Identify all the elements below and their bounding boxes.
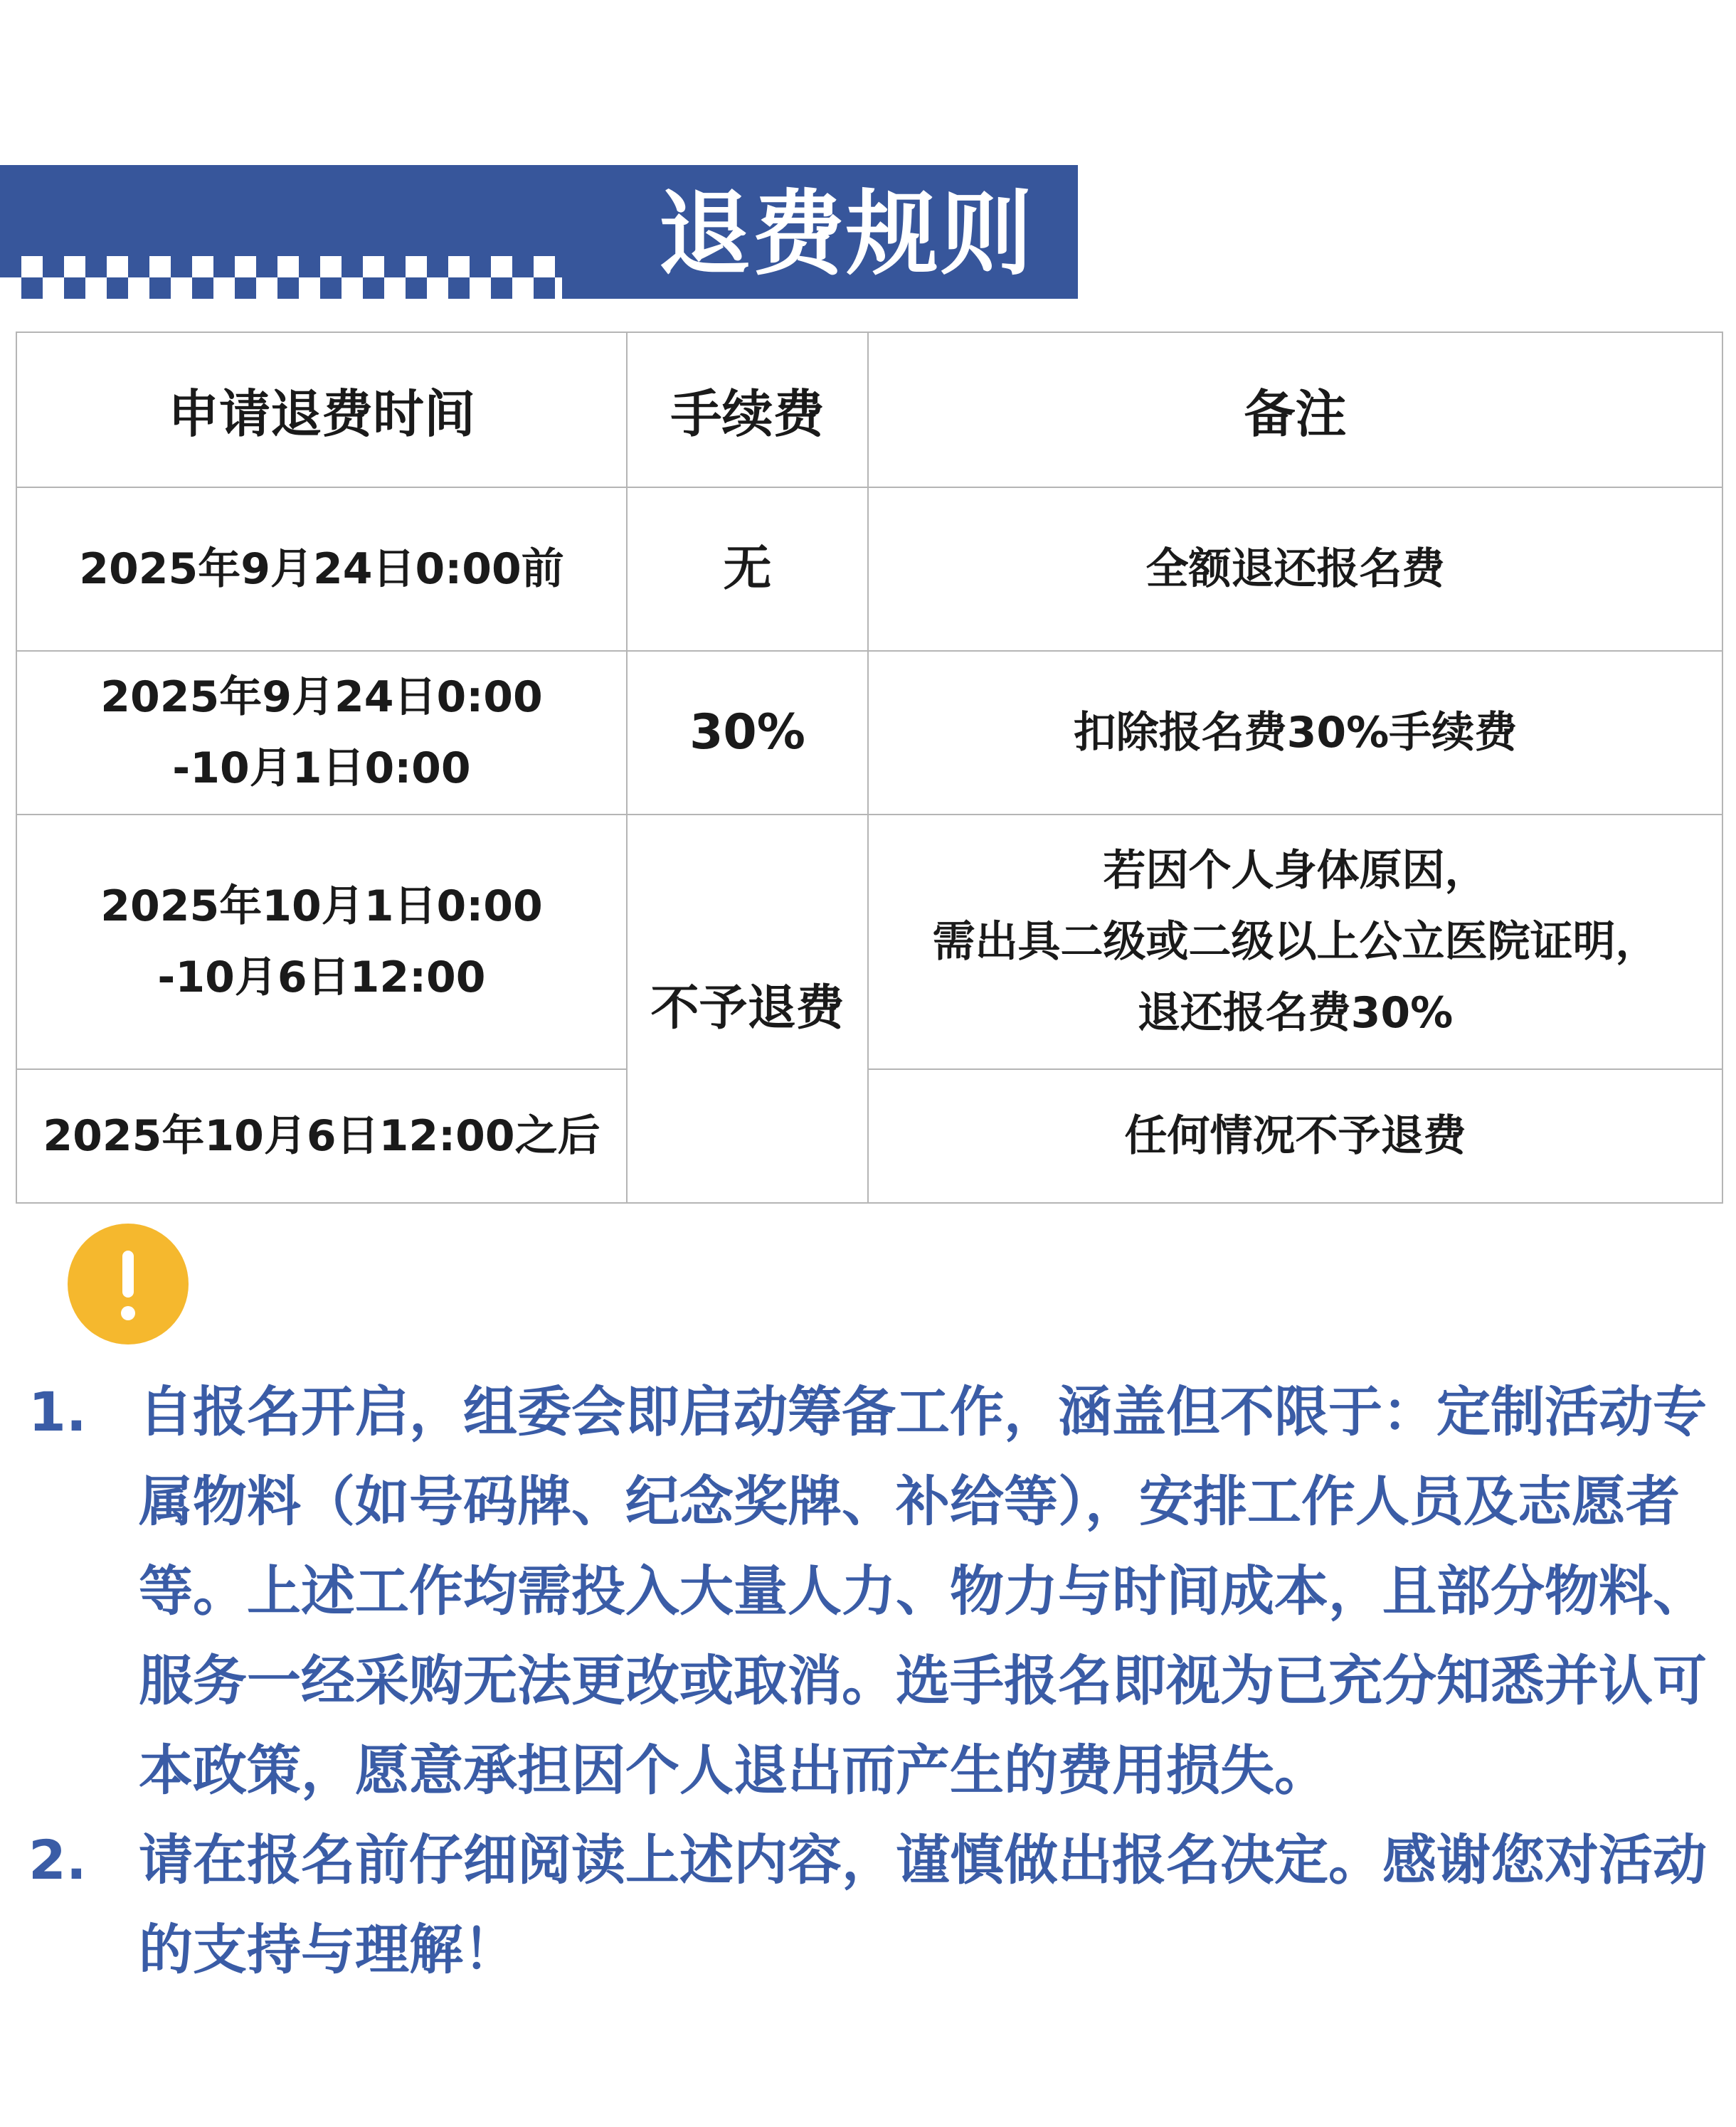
time-text: 2025年9月24日0:00前 [79,544,564,594]
list-number: 1. [28,1380,87,1443]
cell-fee: 30% [627,651,868,815]
note-text: 扣除报名费30%手续费 [1073,708,1518,758]
exclamation-circle-icon [68,1224,189,1344]
note-text-line-2: 需出具二级或二级以上公立医院证明， [932,917,1658,967]
page-title: 退费规则 [658,180,1034,288]
time-text-line-1: 2025年10月1日0:00 [100,881,543,931]
table-row [16,1069,1722,1203]
table-row [16,487,1722,651]
header-fee: 手续费 [627,332,868,487]
table-row [16,815,1722,1069]
checker-pattern [0,256,562,299]
cell-note [868,487,1722,651]
list-text: 自报名开启，组委会即启动筹备工作，涵盖但不限于：定制活动专属物料（如号码牌、纪念奖牌、补给等），安排工作人员及志愿者等。上述工作均需投入大量人力、物力与时间成本，且部分物料、服务一经采购无法更改或取消。选手报名即视为已充分知悉并认可本政策，愿意承担因个人退出而产生的费用损失。 [139,1380,1707,1802]
cell-note [868,651,1722,815]
list-item [28,1367,1715,1815]
exclamation-bar [122,1251,134,1298]
cell-time [16,1069,627,1203]
cell-note [868,1069,1722,1203]
header-refund-time: 申请退费时间 [16,332,627,487]
list-text: 请在报名前仔细阅读上述内容，谨慎做出报名决定。感谢您对活动的支持与理解！ [139,1828,1707,1981]
note-text: 全额退还报名费 [1145,544,1445,594]
time-text-line-1: 2025年9月24日0:00 [100,672,543,722]
notes-list [28,1367,1715,1995]
time-text-line-2: -10月6日12:00 [157,953,486,1002]
note-text-line-1: 若因个人身体原因， [1103,846,1488,896]
header-note: 备注 [868,332,1722,487]
table-header-row [16,332,1722,487]
header-banner [0,165,1078,299]
list-item [28,1815,1715,1995]
note-text: 任何情况不予退费 [1124,1111,1466,1161]
time-text: 2025年10月6日12:00之后 [43,1111,600,1161]
note-text-line-3: 退还报名费30% [1137,988,1454,1038]
cell-fee-merged: 不予退费 [627,815,868,1203]
table-row [16,651,1722,815]
refund-rules-table [16,331,1723,1204]
cell-time [16,651,627,815]
exclamation-dot [121,1306,135,1320]
cell-fee: 无 [627,487,868,651]
cell-time [16,815,627,1069]
cell-note [868,815,1722,1069]
cell-time [16,487,627,651]
time-text-line-2: -10月1日0:00 [172,743,471,793]
list-number: 2. [28,1828,87,1892]
